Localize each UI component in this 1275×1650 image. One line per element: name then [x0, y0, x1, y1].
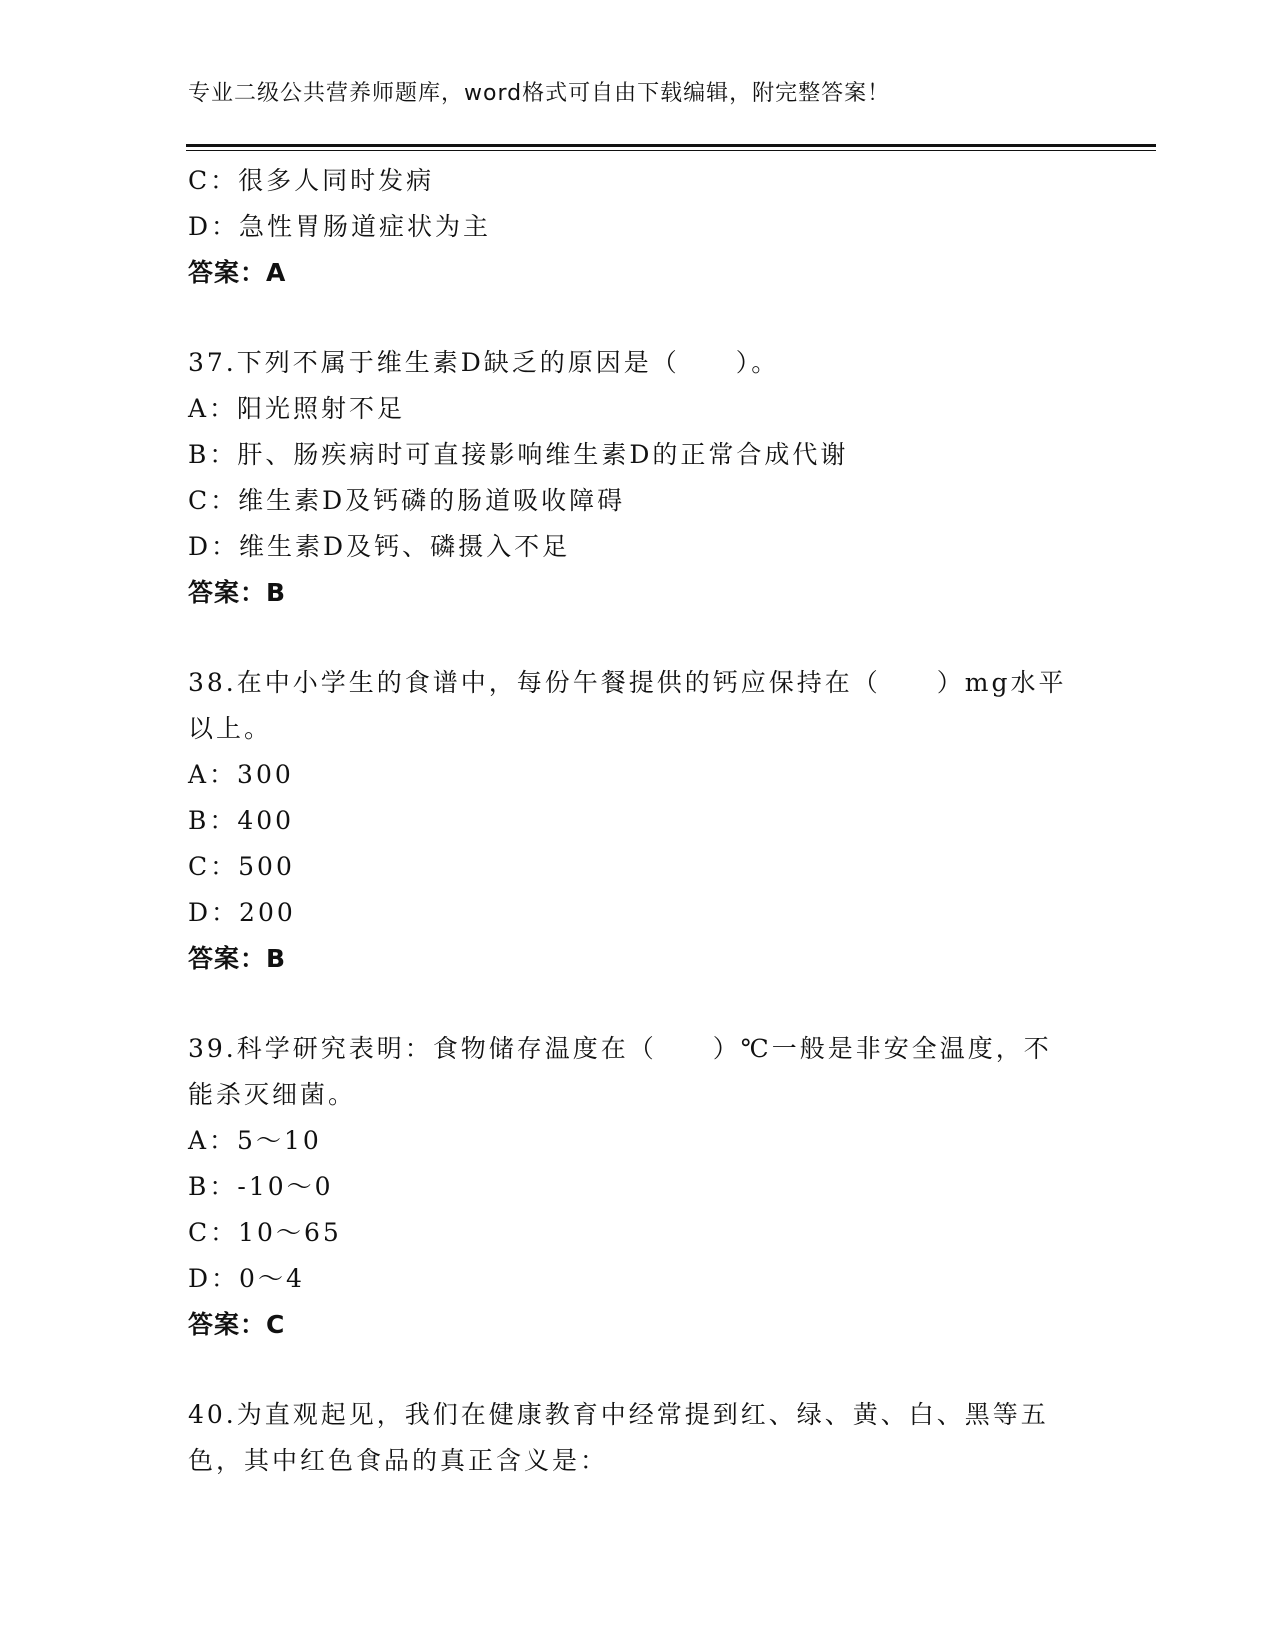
header-rule-thick — [186, 144, 1156, 147]
question-stem: 40.为直观起见，我们在健康教育中经常提到红、绿、黄、白、黑等五 — [188, 1400, 1049, 1429]
option-d: D：200 — [188, 898, 296, 927]
option-a: A：300 — [188, 760, 294, 789]
option-c: C：500 — [188, 852, 295, 881]
option-b: B：肝、肠疾病时可直接影响维生素D的正常合成代谢 — [188, 440, 849, 469]
question-39 — [188, 1026, 1088, 1348]
prev-question — [188, 158, 1088, 296]
option-a: A：阳光照射不足 — [188, 394, 406, 423]
option-b: B：-10～0 — [188, 1172, 334, 1201]
option-b: B：400 — [188, 806, 295, 835]
question-40 — [188, 1392, 1088, 1484]
answer-line: 答案：A — [188, 258, 287, 287]
option-d: D：急性胃肠道症状为主 — [188, 212, 492, 241]
question-stem: 38.在中小学生的食谱中，每份午餐提供的钙应保持在（ ）mg水平 — [188, 668, 1067, 697]
option-d: D：0～4 — [188, 1264, 305, 1293]
question-content — [188, 158, 1088, 1484]
answer-line: 答案：C — [188, 1310, 286, 1339]
option-d: D：维生素D及钙、磷摄入不足 — [188, 532, 571, 561]
option-c: C：很多人同时发病 — [188, 166, 435, 195]
header-rule-thin — [186, 150, 1156, 151]
question-stem: 39.科学研究表明：食物储存温度在（ ）℃一般是非安全温度，不 — [188, 1034, 1052, 1063]
question-stem-continued: 色，其中红色食品的真正含义是： — [188, 1446, 609, 1475]
option-c: C：10～65 — [188, 1218, 342, 1247]
page-header: 专业二级公共营养师题库，word格式可自由下载编辑，附完整答案！ — [188, 81, 891, 106]
option-a: A：5～10 — [188, 1126, 322, 1155]
question-37 — [188, 340, 1088, 616]
question-stem-continued: 以上。 — [188, 714, 273, 743]
question-38 — [188, 660, 1088, 982]
option-c: C：维生素D及钙磷的肠道吸收障碍 — [188, 486, 626, 515]
answer-line: 答案：B — [188, 944, 287, 973]
question-stem: 37.下列不属于维生素D缺乏的原因是（ ）。 — [188, 348, 780, 377]
answer-line: 答案：B — [188, 578, 287, 607]
question-stem-continued: 能杀灭细菌。 — [188, 1080, 357, 1109]
